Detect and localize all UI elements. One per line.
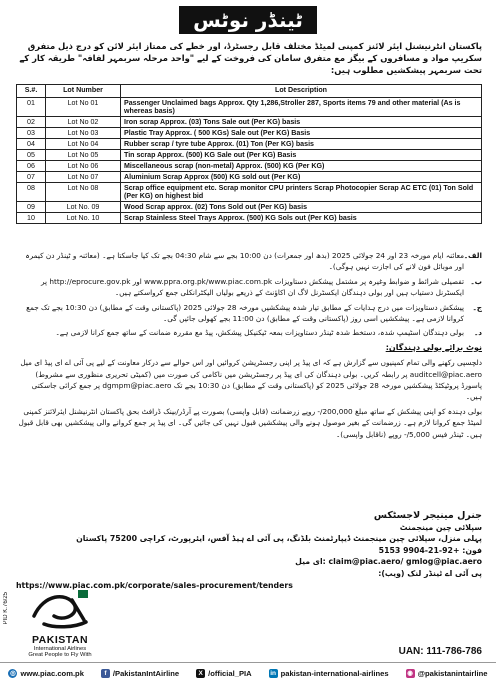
clause-item [16,276,482,299]
logo-subtitle: International Airlines [33,646,87,652]
tenders-link-label: پی آئی اے ٹینڈر لنک (ویب): [378,568,482,578]
clause-marker: ج۔ [472,302,482,312]
footer-linkedin[interactable] [269,669,389,678]
instagram-icon: ◉ [407,669,413,677]
clauses-section [16,250,482,443]
pia-logo [14,586,106,664]
cell-lot: Lot No 07 [46,172,121,183]
pia-calligraphy-icon [14,586,106,630]
cell-desc: Scrap office equipment etc. Scrap monitor CPU printers Scrap Photocopier Scrap AC ETC (01) Ton Sold (Per KG) on highest bid [121,183,482,202]
table-row [17,117,482,128]
notice-title: ٹینڈر نوٹس [0,6,496,34]
cell-sn: 08 [17,183,46,202]
clause-item [16,250,482,273]
cell-lot: Lot No 01 [46,98,121,117]
table-row [17,161,482,172]
cell-desc: Scrap Stainless Steel Trays Approx. (500) KG Sols out (Per KG) basis [121,213,482,224]
twitter-icon: X [196,669,205,678]
table-row [17,213,482,224]
cell-sn: 05 [17,150,46,161]
footer-website-text: www.piac.com.pk [20,668,84,678]
phone-number: فون: +92-21-9904 5153 [378,545,482,555]
cell-lot: Lot No 08 [46,183,121,202]
cell-sn: 09 [17,202,46,213]
tenders-link[interactable]: https://www.piac.com.pk/corporate/sales-procurement/tenders [16,580,293,590]
table-row [17,183,482,202]
table-row [17,139,482,150]
clause-item [16,302,482,325]
cell-sn: 06 [17,161,46,172]
footer-facebook[interactable] [101,669,179,678]
cell-lot: Lot No 03 [46,128,121,139]
cell-lot: Lot No 06 [46,161,121,172]
table-header-row [17,85,482,98]
linkedin-icon: in [270,669,276,677]
note-paragraph: دلچسپی رکھنے والی تمام کمپنیوں سے گزارش ہے کہ ای پیڈ پر اپنی رجسٹریشن کروائیں اور اس حوالے سے درکار معاونت کے لیے پی آئی اے ای پیڈ ای میل auditcell@piac.aero پر رابطہ کریں۔ بولی دہندگان کی ای پیڈ پر رجسٹریشن میں ناکامی کی صورت میں (کمیٹی تحریری منظوری سے مشروط) پاسورڈ پروٹیکٹڈ پیشکشیں مورخہ 28 جولائی 2025 کو (پاکستانی وقت کے مطابق) دن 10:30 بجے تک dgmpm@piac.aero پر جمع کرائی جاسکتی ہیں۔ [20,358,482,402]
footer-facebook-text: /PakistanIntAirline [112,668,180,678]
table-row [17,202,482,213]
cell-lot: Lot No 05 [46,150,121,161]
notes-heading: نوٹ برائے بولی دہندگان: [385,342,482,352]
facebook-icon: f [101,669,110,678]
cell-desc: Rubber scrap / tyre tube Approx. (01) Ton (Per KG) basis [121,139,482,150]
logo-tagline: Great People to Fly With [28,652,92,658]
cell-sn: 01 [17,98,46,117]
note-paragraph: بولی دہندہ کو اپنی پیشکش کے ساتھ مبلغ 200,000/- روپے زرضمانت (قابل واپسی) بصورت پے آرڈر/بینک ڈرافٹ بحق پاکستان انٹرنیشنل ایئرلائنز کمپنی لمیٹڈ جمع کروانا لازم ہے۔ زرضمانت کے بغیر موصول ہونے والی پیشکشیں قبول نہیں کی جائیں گی۔ ای پیڈ پر جمع کروانے والی پیشکشیں بھی قابل قبول ہیں۔ ٹینڈر فیس 5,000/- روپے (ناقابل واپسی)۔ [18,406,482,439]
pid-number: PID K.76/25 [3,592,9,625]
table-row [17,128,482,139]
logo-brand: PAKISTAN [31,634,89,646]
clause-text: تفصیلی شرائط و ضوابط وغیرہ پر مشتمل پیشکش دستاویزات www.ppra.org.pk/www.piac.com.pk اور http://eprocure.gov.pk پر ایکسٹرنل دستیاب ہیں اور بولی دہندگان ایکسٹرنل لاگ ان اکاؤنٹ کے ذریعے بولیاں الیکٹرانکلی جمع کرواسکتے ہیں۔ [40,276,464,298]
col-header-lot: Lot Number [46,85,121,98]
cell-sn: 02 [17,117,46,128]
footer-instagram[interactable] [406,669,488,678]
email-address[interactable]: claim@piac.aero/ gmlog@piac.aero :ای میل [295,557,482,567]
clause-item [16,327,482,338]
cell-desc: Wood Scrap approx. (02) Tons Sold out (Per KG) basis [121,202,482,213]
clause-text: بولی دہندگان اسٹیمپ شدہ، دستخط شدہ ٹینڈر دستاویزات بمعہ ٹیکنیکل پیشکش، پیڈ مع مقررہ ضمانت کے ساتھ جمع کرانا لازمی ہے۔ [55,328,464,338]
uan-number: UAN: 111-786-786 [398,646,482,657]
col-header-sn: S.#. [17,85,46,98]
globe-icon: ◎ [10,669,16,677]
cell-lot: Lot No 02 [46,117,121,128]
cell-desc: Aluminium Scrap Approx (500) KG sold out (Per KG) [121,172,482,183]
clause-text: پیشکش دستاویزات میں درج ہدایات کے مطابق تیار شدہ پیشکشیں مورخہ 28 جولائی 2025 (پاکستانی وقت کے مطابق) دن 10:30 بجے تک جمع کروانا لازمی ہے۔ پیشکشیں اسی روز (پاکستانی وقت کے مطابق) دن 11:00 بجے کھولی جائیں گی۔ [26,302,464,324]
cell-sn: 10 [17,213,46,224]
cell-sn: 04 [17,139,46,150]
lots-table [16,84,482,224]
clause-marker: د۔ [473,328,482,338]
col-header-desc: Lot Description [121,85,482,98]
cell-desc: Passenger Unclaimed bags Approx. Qty 1,286,Stroller 287, Sports items 79 and other material (As is whereas basis) [121,98,482,117]
signatory-title: جنرل مینیجر لاجسٹکس [373,510,482,521]
footer-website[interactable] [8,669,83,678]
signature-block [16,510,482,591]
clause-text: معائنہ ایام مورخہ 23 اور 24 جولائی 2025 (بدھ اور جمعرات) دن 10:00 بجے سے شام 04:30 بجے تک کیا جاسکتا ہے۔ (معائنہ و ٹینڈر دن کیمرہ اور موبائل فون لانے کی اجازت نہیں ہوگی)۔ [25,251,464,272]
footer-instagram-text: @pakistanintairline [417,668,488,678]
cell-desc: Iron scrap Approx. (03) Tons Sale out (Per KG) basis [121,117,482,128]
cell-sn: 07 [17,172,46,183]
table-row [17,98,482,117]
footer-linkedin-text: pakistan-international-airlines [280,668,389,678]
table-row [17,150,482,161]
cell-desc: Plastic Tray Approx. ( 500 KGs) Sale out (Per KG) Basis [121,128,482,139]
clause-marker: الف۔ [463,251,482,260]
footer-twitter-text: /official_PIA [208,668,252,678]
intro-paragraph: پاکستان انٹرنیشنل ایئر لائنز کمپنی لمیٹڈ مختلف قابل رجسٹرڈ، اور خطے کی ممتاز ایئر لائن کو درج ذیل متفرق سکریپ مواد و مسافروں کے بیگز مع متفرق سامان کی فروخت کے لیے "واحد مرحلہ سربمہر لفافہ" طریقہ کار کے تحت سربمہر پیشکشیں مطلوب ہیں: [19,41,482,76]
clause-marker: ب۔ [470,276,482,286]
cell-desc: Tin scrap Approx. (500) KG Sale out (Per KG) Basis [121,150,482,161]
cell-lot: Lot No 04 [46,139,121,150]
signatory-dept: سپلائی چین مینجمنٹ [399,522,482,532]
cell-lot: Lot No. 10 [46,213,121,224]
cell-desc: Miscellaneous scrap (non-metal) Approx. (500) KG (Per KG) [121,161,482,172]
cell-lot: Lot No. 09 [46,202,121,213]
footer-bar [0,662,496,683]
table-row [17,172,482,183]
office-address: پہلی منزل، سپلائی چین مینجمنٹ ڈیپارٹمنٹ بلڈنگ، پی آئی اے ہیڈ آفس، ایئرپورٹ، کراچی 75200 پاکستان [76,534,482,544]
cell-sn: 03 [17,128,46,139]
footer-twitter[interactable] [196,669,251,678]
